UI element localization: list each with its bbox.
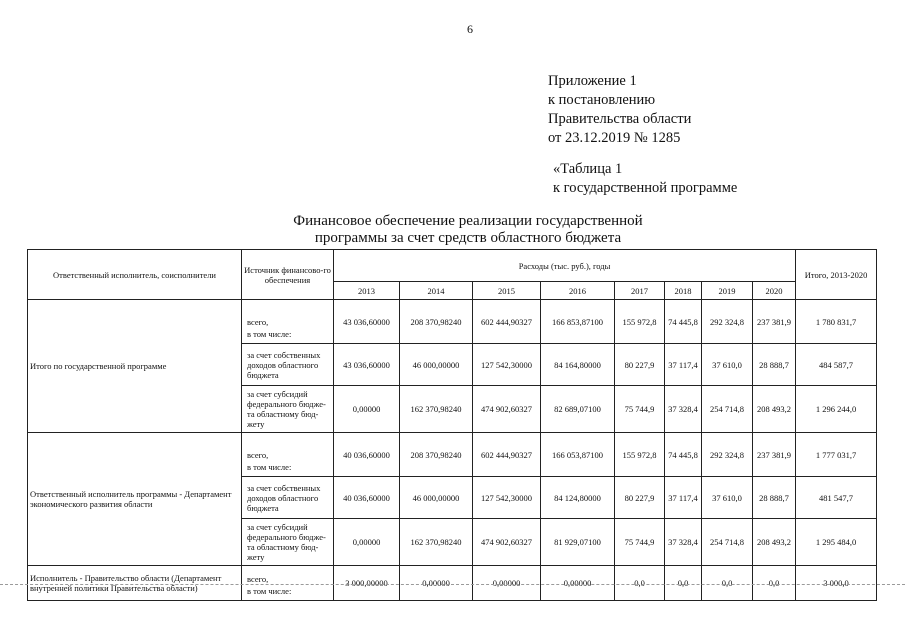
value-cell: 84 164,80000: [541, 344, 615, 386]
responsible-cell: Исполнитель - Правительство области (Департамент внутренней политики Правительства области): [28, 566, 242, 601]
total-cell: 1 296 244,0: [796, 386, 877, 433]
appendix-line: Правительства области: [548, 111, 692, 127]
value-cell: 0,00000: [334, 386, 400, 433]
header-year: 2015: [473, 282, 541, 300]
table-header-row: [28, 250, 877, 282]
source-cell: [242, 344, 334, 386]
total-cell: 1 780 831,7: [796, 300, 877, 344]
value-cell: 237 381,9: [753, 433, 796, 477]
document-title: [268, 213, 668, 247]
title-line: программы за счет средств областного бюджета: [314, 230, 622, 246]
appendix-line: от 23.12.2019 № 1285: [548, 130, 681, 146]
total-cell: 1 295 484,0: [796, 519, 877, 566]
value-cell: 0,0: [615, 566, 665, 601]
value-cell: 80 227,9: [615, 477, 665, 519]
value-cell: 3 000,00000: [334, 566, 400, 601]
total-cell: 3 000,0: [796, 566, 877, 601]
value-cell: 37 610,0: [702, 477, 753, 519]
value-cell: 166 053,87100: [541, 433, 615, 477]
value-cell: 0,00000: [334, 519, 400, 566]
page-number: 6: [467, 22, 473, 36]
value-cell: 40 036,60000: [334, 477, 400, 519]
total-cell: 1 777 031,7: [796, 433, 877, 477]
value-cell: 80 227,9: [615, 344, 665, 386]
value-cell: 602 444,90327: [473, 300, 541, 344]
table-row: [28, 300, 877, 344]
value-cell: 155 972,8: [615, 300, 665, 344]
responsible-cell: Итого по государственной программе: [28, 300, 242, 433]
page-bottom-rule: [0, 584, 905, 585]
value-cell: 75 744,9: [615, 519, 665, 566]
value-cell: 208 493,2: [753, 519, 796, 566]
value-cell: 74 445,8: [665, 433, 702, 477]
value-cell: 84 124,80000: [541, 477, 615, 519]
source-total-sub-label: в том числе:: [247, 462, 292, 472]
value-cell: 0,00000: [473, 566, 541, 601]
header-year: 2019: [702, 282, 753, 300]
value-cell: 43 036,60000: [334, 300, 400, 344]
header-expenses: Расходы (тыс. руб.), годы: [334, 250, 796, 282]
value-cell: 155 972,8: [615, 433, 665, 477]
value-cell: 37 328,4: [665, 386, 702, 433]
source-total-sub-label: в том числе:: [247, 585, 292, 596]
header-year: 2013: [334, 282, 400, 300]
source-total-label: всего,: [247, 450, 269, 460]
value-cell: 127 542,30000: [473, 344, 541, 386]
value-cell: 0,0: [665, 566, 702, 601]
value-cell: 43 036,60000: [334, 344, 400, 386]
source-total-label: всего,: [247, 317, 269, 327]
table-reference-line: к государственной программе: [553, 180, 738, 196]
value-cell: 602 444,90327: [473, 433, 541, 477]
header-source: Источник финансово-го обеспечения: [242, 250, 334, 300]
total-cell: 484 587,7: [796, 344, 877, 386]
value-cell: 37 117,4: [665, 477, 702, 519]
value-cell: 292 324,8: [702, 300, 753, 344]
source-own-label: за счет собственных доходов областного бюджета: [247, 349, 321, 380]
header-total: Итого, 2013-2020: [796, 250, 877, 300]
value-cell: 28 888,7: [753, 344, 796, 386]
value-cell: 237 381,9: [753, 300, 796, 344]
value-cell: 37 117,4: [665, 344, 702, 386]
source-own-label: за счет собственных доходов областного бюджета: [247, 482, 321, 513]
value-cell: 46 000,00000: [400, 344, 473, 386]
source-total-sub-label: в том числе:: [247, 329, 292, 339]
value-cell: 474 902,60327: [473, 519, 541, 566]
table-reference-line: «Таблица 1: [553, 161, 623, 177]
value-cell: 254 714,8: [702, 386, 753, 433]
source-cell: [242, 566, 334, 601]
value-cell: 127 542,30000: [473, 477, 541, 519]
value-cell: 166 853,87100: [541, 300, 615, 344]
value-cell: 46 000,00000: [400, 477, 473, 519]
appendix-line: Приложение 1: [548, 73, 637, 89]
total-cell: 481 547,7: [796, 477, 877, 519]
source-cell: [242, 477, 334, 519]
source-cell: [242, 386, 334, 433]
source-cell: [242, 433, 334, 477]
header-year: 2014: [400, 282, 473, 300]
title-line: Финансовое обеспечение реализации государственной: [293, 213, 643, 229]
value-cell: 37 610,0: [702, 344, 753, 386]
value-cell: 474 902,60327: [473, 386, 541, 433]
header-year: 2018: [665, 282, 702, 300]
value-cell: 75 744,9: [615, 386, 665, 433]
appendix-line: к постановлению: [548, 92, 656, 108]
source-cell: [242, 300, 334, 344]
source-cell: [242, 519, 334, 566]
value-cell: 0,0: [702, 566, 753, 601]
table-row: [28, 433, 877, 477]
header-responsible: Ответственный исполнитель, соисполнители: [28, 250, 242, 300]
value-cell: 0,0: [753, 566, 796, 601]
value-cell: 82 689,07100: [541, 386, 615, 433]
value-cell: 208 370,98240: [400, 300, 473, 344]
value-cell: 40 036,60000: [334, 433, 400, 477]
header-year: 2017: [615, 282, 665, 300]
value-cell: 162 370,98240: [400, 519, 473, 566]
header-year: 2020: [753, 282, 796, 300]
source-fed-label: за счет субсидий федерального бюдже-та областному бюд-жету: [247, 522, 326, 562]
value-cell: 37 328,4: [665, 519, 702, 566]
value-cell: 28 888,7: [753, 477, 796, 519]
value-cell: 254 714,8: [702, 519, 753, 566]
value-cell: 0,00000: [541, 566, 615, 601]
source-fed-label: за счет субсидий федерального бюдже-та областному бюд-жету: [247, 389, 326, 429]
value-cell: 162 370,98240: [400, 386, 473, 433]
value-cell: 0,00000: [400, 566, 473, 601]
value-cell: 81 929,07100: [541, 519, 615, 566]
header-year: 2016: [541, 282, 615, 300]
financing-table: [27, 249, 877, 601]
value-cell: 208 493,2: [753, 386, 796, 433]
table-row: [28, 566, 877, 601]
responsible-cell: Ответственный исполнитель программы - Департамент экономического развития области: [28, 433, 242, 566]
appendix-header: [548, 72, 691, 148]
source-total-label: всего,: [247, 573, 269, 584]
value-cell: 74 445,8: [665, 300, 702, 344]
value-cell: 208 370,98240: [400, 433, 473, 477]
value-cell: 292 324,8: [702, 433, 753, 477]
table-reference: [553, 160, 737, 198]
